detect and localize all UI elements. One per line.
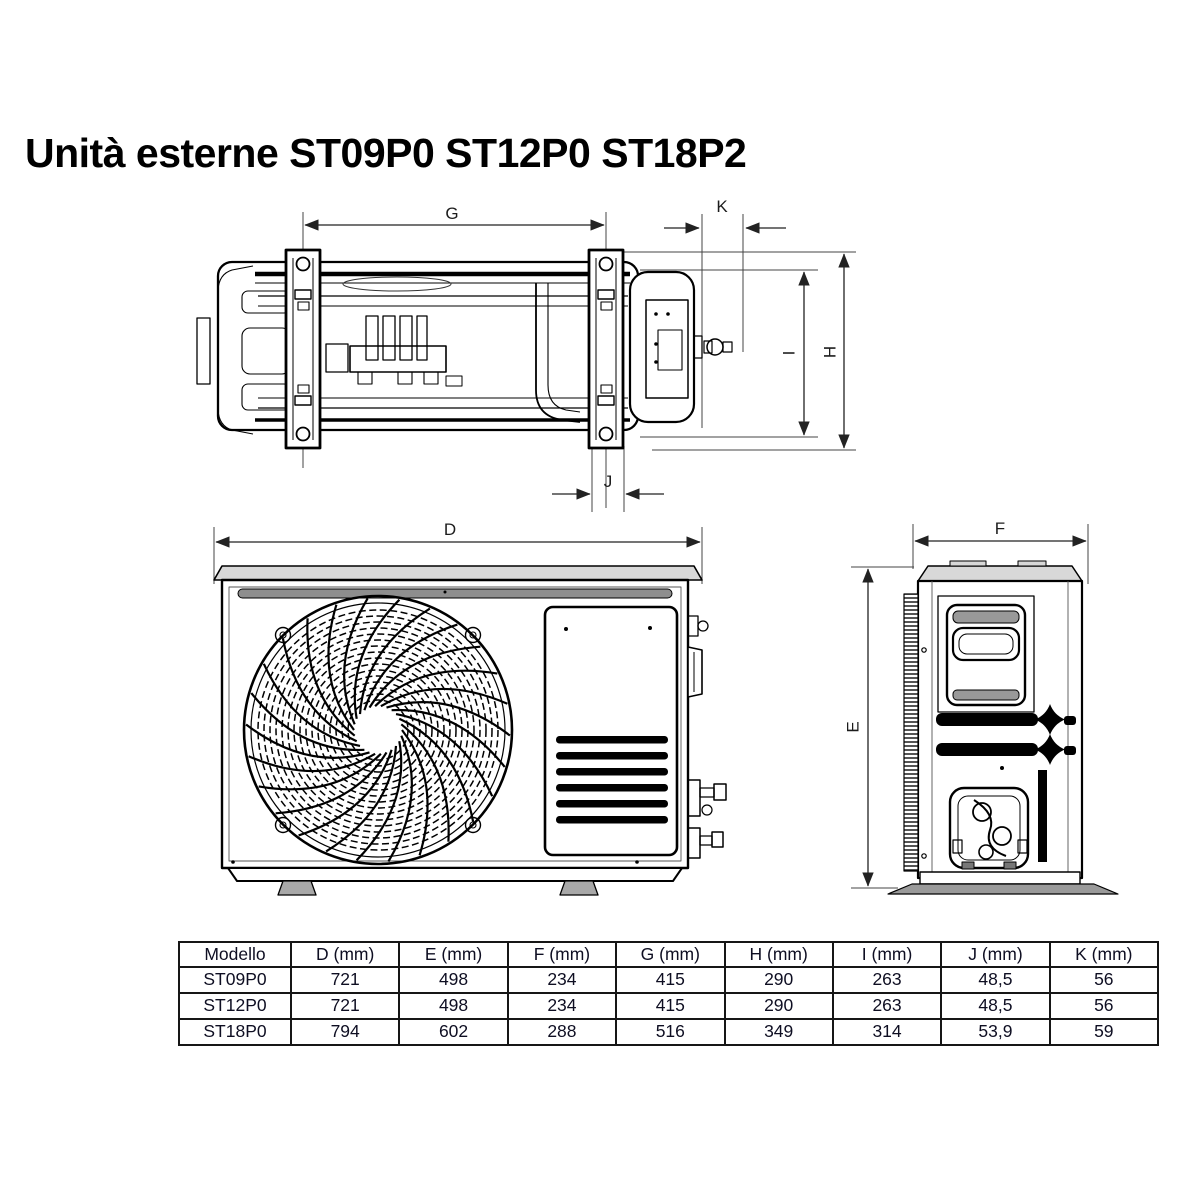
table-cell: 498 (399, 993, 507, 1019)
table-cell: 721 (291, 967, 399, 993)
table-header-j: J (mm) (941, 942, 1049, 967)
dim-label-j: J (603, 472, 613, 491)
dimensions-table (178, 941, 1159, 1046)
table-cell: 602 (399, 1019, 507, 1045)
louver-panel (545, 607, 677, 855)
table-header-e: E (mm) (399, 942, 507, 967)
table-cell: 56 (1050, 967, 1158, 993)
table-cell: 415 (616, 967, 724, 993)
dim-label-i: I (779, 350, 799, 356)
table-cell: ST09P0 (179, 967, 291, 993)
table-cell: 263 (833, 967, 941, 993)
table-cell: 290 (725, 993, 833, 1019)
table-header-k: K (mm) (1050, 942, 1158, 967)
base-rail (228, 868, 682, 881)
base-plate (888, 884, 1118, 894)
table-cell: 516 (616, 1019, 724, 1045)
table-header-row (179, 942, 1158, 967)
top-cap (918, 566, 1082, 581)
table-cell: 349 (725, 1019, 833, 1045)
table-row (179, 993, 1158, 1019)
top-view-drawing (197, 197, 856, 512)
table-header-modello: Modello (179, 942, 291, 967)
foot-left (278, 881, 316, 895)
coil-fin-strip (904, 594, 918, 871)
front-view-unit-body (214, 566, 726, 895)
table-header-h: H (mm) (725, 942, 833, 967)
table-cell: 794 (291, 1019, 399, 1045)
page-title: Unità esterne ST09P0 ST12P0 ST18P2 (25, 130, 747, 176)
table-cell: 721 (291, 993, 399, 1019)
table-header-g: G (mm) (616, 942, 724, 967)
table-header-f: F (mm) (508, 942, 616, 967)
table-header-d: D (mm) (291, 942, 399, 967)
table-cell: 288 (508, 1019, 616, 1045)
dim-label-k: K (716, 197, 728, 216)
table-cell: 48,5 (941, 967, 1049, 993)
table-cell: 263 (833, 993, 941, 1019)
dim-label-g: G (445, 204, 459, 223)
top-cap (214, 566, 702, 580)
table-cell: 415 (616, 993, 724, 1019)
dim-label-h: H (820, 345, 840, 359)
table-cell: 59 (1050, 1019, 1158, 1045)
table-cell: ST12P0 (179, 993, 291, 1019)
side-fittings (688, 616, 726, 858)
side-view-unit-body (888, 561, 1118, 894)
dim-label-e: E (843, 721, 863, 733)
mounting-bracket-left (286, 250, 320, 448)
mounting-bracket-right (589, 250, 623, 448)
table-cell: ST18P0 (179, 1019, 291, 1045)
table-row (179, 1019, 1158, 1045)
top-view-valve (694, 336, 732, 358)
dim-label-d: D (443, 520, 457, 539)
dim-label-f: F (994, 519, 1006, 538)
top-view-unit-body (197, 262, 732, 434)
table-cell: 234 (508, 993, 616, 1019)
table-cell: 48,5 (941, 993, 1049, 1019)
side-view-drawing (844, 519, 1119, 894)
table-cell: 234 (508, 967, 616, 993)
table-cell: 498 (399, 967, 507, 993)
table-row (179, 967, 1158, 993)
front-view-drawing (214, 520, 726, 895)
foot-right (560, 881, 598, 895)
table-cell: 53,9 (941, 1019, 1049, 1045)
table-cell: 314 (833, 1019, 941, 1045)
table-cell: 56 (1050, 993, 1158, 1019)
base-rail (920, 872, 1080, 884)
table-header-i: I (mm) (833, 942, 941, 967)
table-cell: 290 (725, 967, 833, 993)
